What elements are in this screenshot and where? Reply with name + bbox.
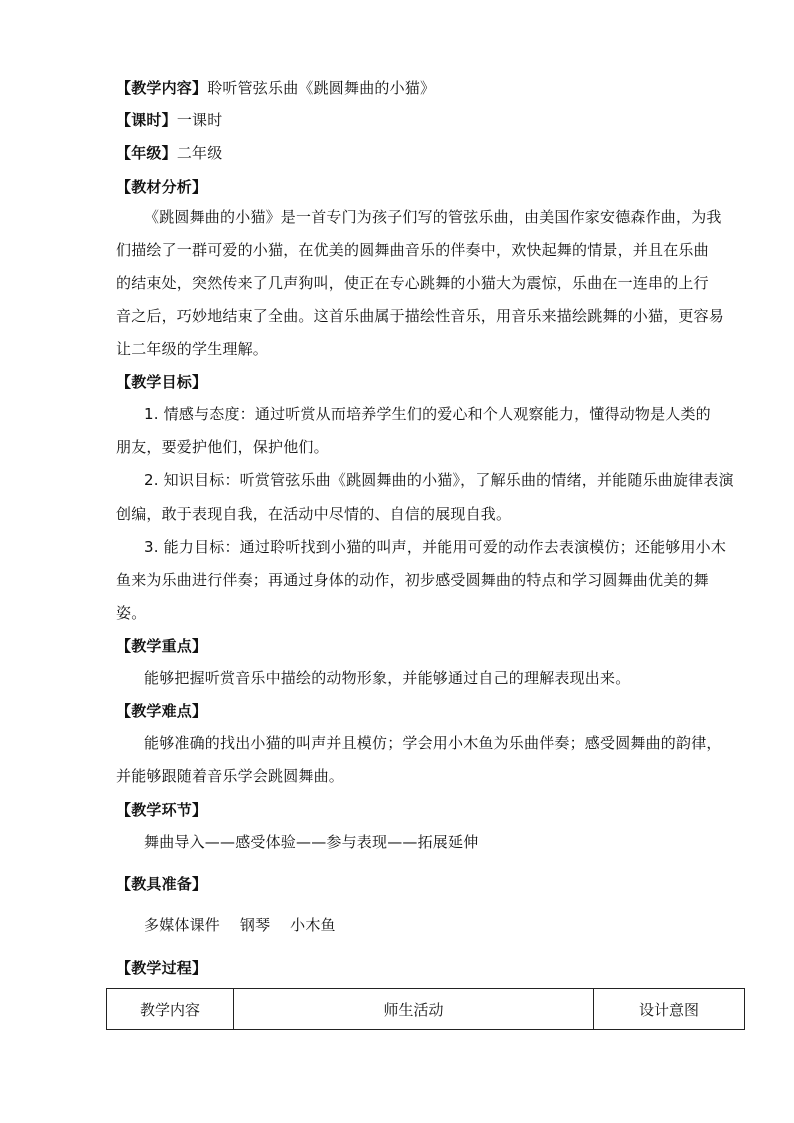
analysis-heading: 【教材分析】 (116, 178, 208, 196)
materials-heading: 【教具准备】 (116, 875, 208, 893)
table-header-row (107, 989, 745, 1030)
analysis-line: 们描绘了一群可爱的小猫，在优美的圆舞曲音乐的伴奏中，欢快起舞的情景，并且在乐曲 (116, 241, 709, 259)
key-points-line: 能够把握听赏音乐中描绘的动物形象，并能够通过自己的理解表现出来。 (144, 669, 631, 687)
analysis-line: 让二年级的学生理解。 (116, 340, 269, 358)
goals-line: 3. 能力目标：通过聆听找到小猫的叫声，并能用可爱的动作去表演模仿；还能够用小木 (144, 538, 727, 556)
materials-line: 多媒体课件 钢琴 小木鱼 (144, 916, 336, 934)
process-heading: 【教学过程】 (116, 959, 208, 977)
goals-line: 朋友，要爱护他们，保护他们。 (116, 438, 329, 456)
column-header-content: 教学内容 (107, 989, 234, 1030)
goals-line: 2. 知识目标：听赏管弦乐曲《跳圆舞曲的小猫》，了解乐曲的情绪，并能随乐曲旋律表演 (144, 471, 734, 489)
difficulties-heading: 【教学难点】 (116, 702, 208, 720)
analysis-line: 《跳圆舞曲的小猫》是一首专门为孩子们写的管弦乐曲，由美国作家安德森作曲，为我 (144, 208, 722, 226)
grade-label: 【年级】 (116, 144, 177, 162)
difficulties-line: 并能够跟随着音乐学会跳圆舞曲。 (116, 767, 345, 785)
goals-line: 1. 情感与态度：通过听赏从而培养学生们的爱心和个人观察能力，懂得动物是人类的 (144, 405, 711, 423)
analysis-line: 的结束处，突然传来了几声狗叫，使正在专心跳舞的小猫大为震惊，乐曲在一连串的上行 (116, 274, 709, 292)
column-header-activities: 师生活动 (234, 989, 594, 1030)
content-label: 【教学内容】 (116, 79, 208, 97)
grade-value: 二年级 (176, 144, 223, 162)
column-header-intent: 设计意图 (594, 989, 745, 1030)
key-points-heading: 【教学重点】 (116, 637, 208, 655)
analysis-line: 音之后，巧妙地结束了全曲。这首乐曲属于描绘性音乐，用音乐来描绘跳舞的小猫，更容易 (116, 307, 725, 325)
period-value: 一课时 (176, 111, 223, 129)
period-label: 【课时】 (116, 111, 177, 129)
goals-line: 鱼来为乐曲进行伴奏；再通过身体的动作，初步感受圆舞曲的特点和学习圆舞曲优美的舞 (116, 571, 709, 589)
steps-heading: 【教学环节】 (116, 801, 208, 819)
content-line (116, 78, 435, 98)
goals-heading: 【教学目标】 (116, 373, 208, 391)
content-value: 聆听管弦乐曲《跳圆舞曲的小猫》 (207, 79, 436, 97)
goals-line: 姿。 (116, 604, 147, 622)
steps-line: 舞曲导入——感受体验——参与表现——拓展延伸 (144, 833, 479, 851)
period-line (116, 110, 222, 130)
goals-line: 创编，敢于表现自我，在活动中尽情的、自信的展现自我。 (116, 505, 512, 523)
process-table (106, 988, 745, 1030)
grade-line (116, 143, 222, 163)
difficulties-line: 能够准确的找出小猫的叫声并且模仿；学会用小木鱼为乐曲伴奏；感受圆舞曲的韵律， (144, 734, 722, 752)
